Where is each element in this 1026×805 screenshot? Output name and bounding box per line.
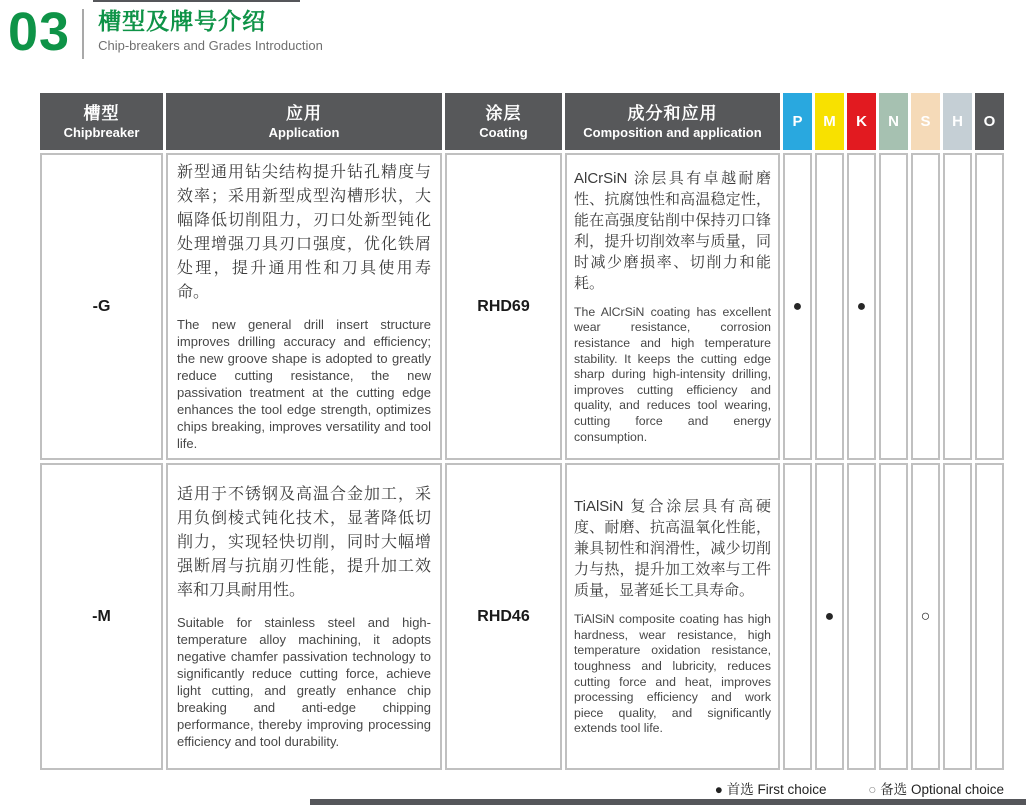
grade-column-header-k: K (847, 93, 876, 150)
section-number: 03 (8, 2, 71, 62)
grade-column-header-s: S (911, 93, 940, 150)
header-chipbreaker-en: Chipbreaker (63, 124, 140, 140)
composition-text-en: TiAlSiN composite coating has high hardness, wear resistance, high temperature oxidation resistance, toughness and lubricity, reduces cutting force and heat, improves processing efficiency and work piece quality, and significantly extends tool life. (574, 612, 771, 736)
grade-column-header-p: P (783, 93, 812, 150)
hollow-dot-icon: ○ (868, 782, 877, 797)
grade-mark-n (879, 463, 908, 770)
chipbreaker-grades-table (40, 93, 1004, 770)
header-application-en: Application (268, 124, 340, 140)
application-text-zh: 适用于不锈钢及高温合金加工，采用负倒棱式钝化技术，显著降低切削力，实现轻快切削，同时大幅增强断屑与抗崩刃性能，提升加工效率和刀具耐用性。 (177, 486, 431, 599)
grade-mark-n (879, 153, 908, 460)
coating-cell: RHD46 (445, 463, 562, 770)
grade-mark-m: ● (815, 463, 844, 770)
application-text-en: Suitable for stainless steel and high-temperature alloy machining, it adopts negative chamfer passivation technology to significantly reduce cutting force, achieve light cutting, and greatly enhance chip breaking and anti-edge chipping performance, thereby improving processing efficiency and tool durability. (177, 615, 431, 749)
page-header (8, 2, 323, 62)
application-cell (166, 463, 442, 770)
legend-first-choice (715, 782, 830, 797)
grade-mark-k: ● (847, 153, 876, 460)
header-composition-zh: 成分和应用 (627, 103, 718, 123)
top-edge-bar (93, 0, 300, 2)
header-coating-en: Coating (479, 124, 528, 140)
column-header-chipbreaker (40, 93, 163, 150)
composition-text-en: The AlCrSiN coating has excellent wear resistance, corrosion resistance and high temperature stability. It keeps the cutting edge sharp during high-intensity drilling, improves cutting efficiency and quality, and reduces tool wearing, cutting force and energy consumption. (574, 304, 771, 444)
chipbreaker-cell: -G (40, 153, 163, 460)
column-header-application (166, 93, 442, 150)
column-header-composition (565, 93, 780, 150)
grade-column-header-m: M (815, 93, 844, 150)
coating-cell: RHD69 (445, 153, 562, 460)
legend-optional-choice (868, 782, 1004, 797)
grade-column-header-n: N (879, 93, 908, 150)
header-composition-en: Composition and application (583, 124, 762, 140)
grade-mark-o (975, 463, 1004, 770)
legend-first-choice-label: 首选 First choice (726, 782, 827, 797)
page-title-en: Chip-breakers and Grades Introduction (98, 38, 323, 53)
grade-column-header-o: O (975, 93, 1004, 150)
grade-mark-k (847, 463, 876, 770)
application-cell (166, 153, 442, 460)
grade-mark-p (783, 463, 812, 770)
header-application-zh: 应用 (286, 103, 322, 123)
column-header-coating (445, 93, 562, 150)
grade-mark-s (911, 153, 940, 460)
header-chipbreaker-zh: 槽型 (83, 103, 120, 123)
page-title-zh: 槽型及牌号介绍 (98, 8, 267, 34)
grade-mark-o (975, 153, 1004, 460)
composition-cell (565, 463, 780, 770)
composition-text-zh: AlCrSiN 涂层具有卓越耐磨性、抗腐蚀性和高温稳定性，能在高强度钻削中保持刃口锋利，提升切削效率与质量，同时减少磨损率、切削力和能耗。 (574, 169, 771, 292)
legend (40, 778, 1004, 798)
grade-mark-p: ● (783, 153, 812, 460)
grade-mark-h (943, 153, 972, 460)
grade-mark-h (943, 463, 972, 770)
header-divider (82, 9, 84, 59)
bottom-edge-bar (310, 799, 1026, 805)
filled-dot-icon: ● (714, 782, 723, 797)
header-coating-zh: 涂层 (485, 103, 522, 123)
composition-cell (565, 153, 780, 460)
grade-mark-s: ○ (911, 463, 940, 770)
grade-column-header-h: H (943, 93, 972, 150)
grade-mark-m (815, 153, 844, 460)
legend-optional-choice-label: 备选 Optional choice (880, 782, 1004, 797)
composition-text-zh: TiAlSiN 复合涂层具有高硬度、耐磨、抗高温氧化性能，兼具韧性和润滑性，减少切削力与热，提升加工效率与工件质量，显著延长工具寿命。 (574, 498, 771, 600)
chipbreaker-cell: -M (40, 463, 163, 770)
title-block (98, 6, 323, 53)
application-text-zh: 新型通用钻尖结构提升钻孔精度与效率；采用新型成型沟槽形状，大幅降低切削阻力，刃口处新型钝化处理增强刀具刃口强度，优化铁屑处理，提升通用性和刀具使用寿命。 (177, 164, 431, 301)
application-text-en: The new general drill insert structure improves drilling accuracy and efficiency; the new groove shape is adopted to greatly reduce cutting resistance, the new passivation treatment at the cutting edge enhances the tool edge strength, optimizes chips breaking, improves versatility and tool life. (177, 317, 431, 451)
